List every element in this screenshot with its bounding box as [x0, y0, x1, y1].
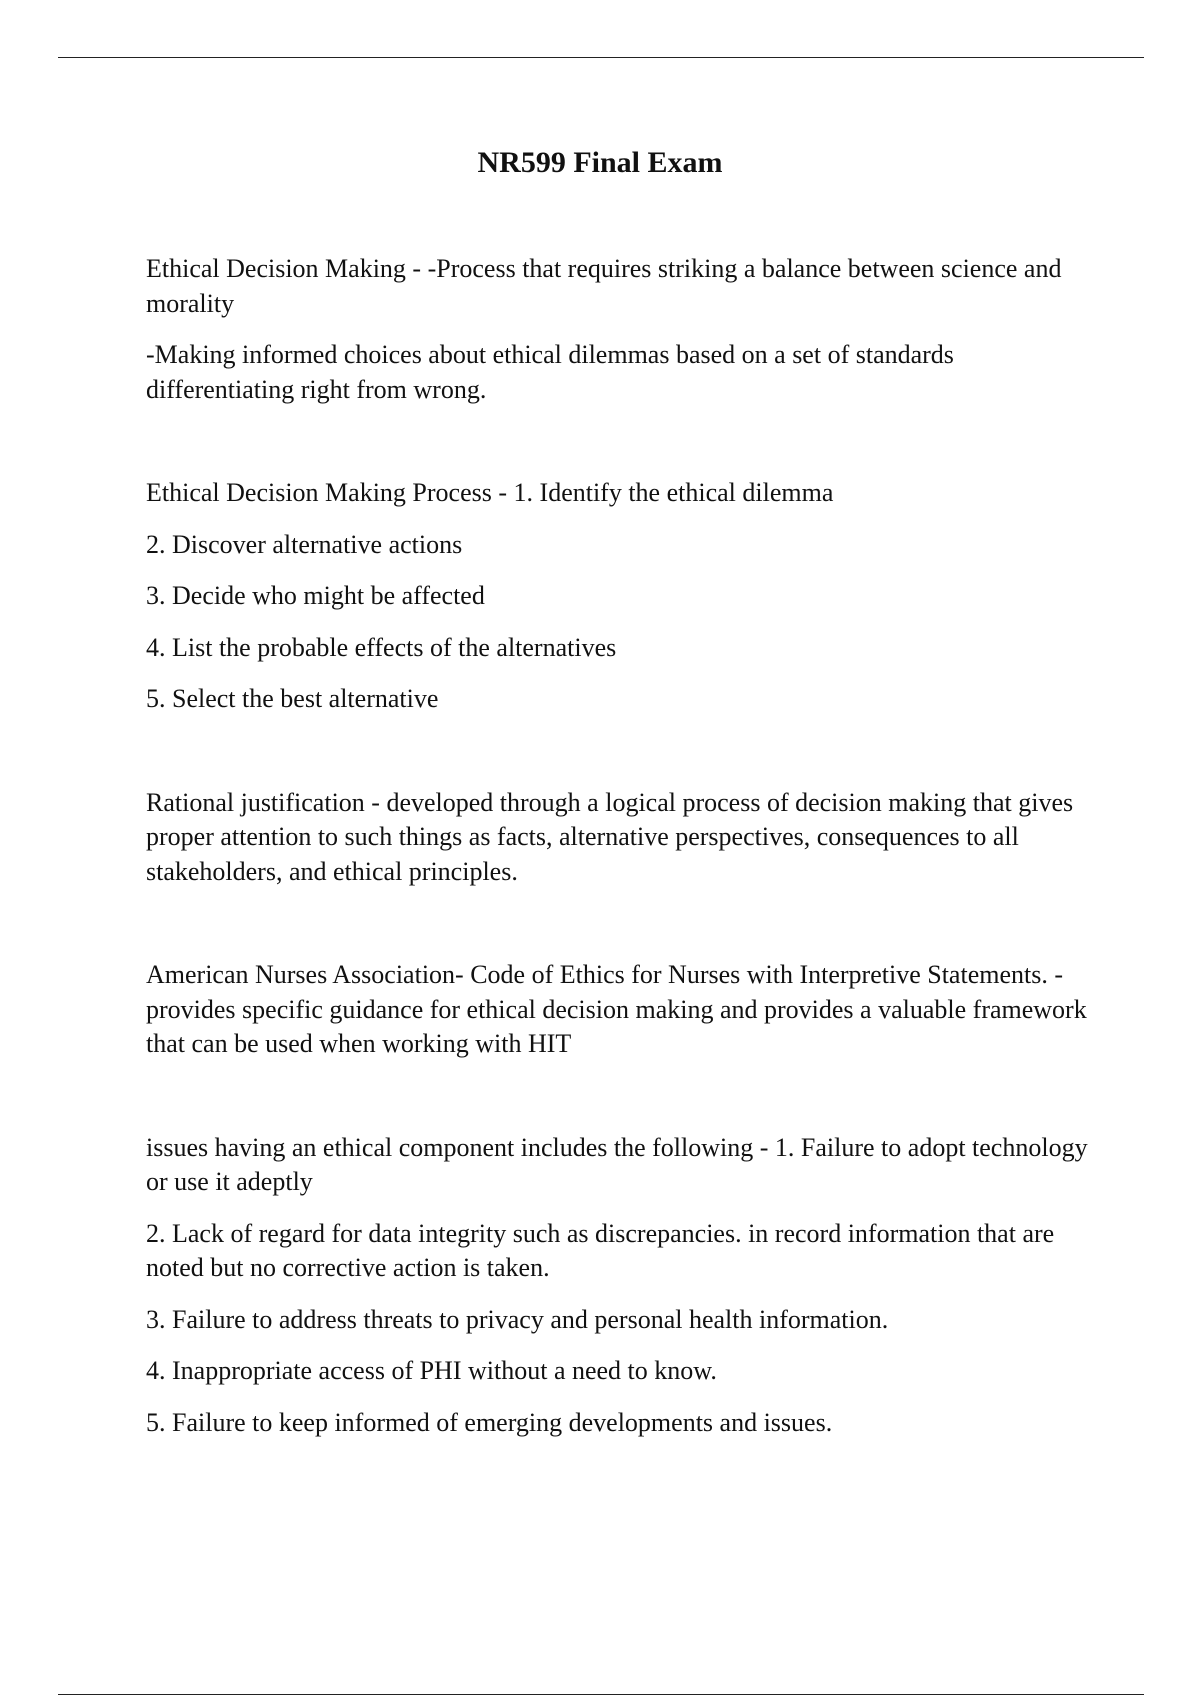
entry-ana-code-of-ethics	[146, 958, 1096, 1062]
paragraph: Ethical Decision Making Process - 1. Identify the ethical dilemma	[146, 478, 834, 507]
paragraph: 5. Select the best alternative	[146, 684, 439, 713]
paragraph: issues having an ethical component includes the following - 1. Failure to adopt technology or use it adeptly	[146, 1132, 1088, 1196]
page-title: NR599 Final Exam	[477, 146, 723, 179]
paragraph: 4. List the probable effects of the alternatives	[146, 632, 617, 662]
paragraph: 2. Lack of regard for data integrity such as discrepancies. in record information that are noted but no corrective action is taken.	[146, 1218, 1055, 1282]
paragraph: 4. Inappropriate access of PHI without a need to know.	[146, 1356, 717, 1385]
top-rule	[58, 57, 1144, 58]
entry-ethical-decision-making	[146, 252, 1096, 407]
entry-ethical-issues	[146, 1131, 1096, 1441]
paragraph: 3. Decide who might be affected	[146, 581, 485, 610]
bottom-rule	[58, 1694, 1144, 1695]
paragraph: 3. Failure to address threats to privacy and personal health information.	[146, 1304, 889, 1334]
paragraph: Ethical Decision Making - -Process that requires striking a balance between science and morality	[146, 254, 1062, 318]
paragraph: 2. Discover alternative actions	[146, 529, 463, 559]
entry-ethical-decision-making-process	[146, 476, 1096, 717]
paragraph: American Nurses Association- Code of Ethics for Nurses with Interpretive Statements. - provides specific guidance for ethical decision making and provides a valuable framework that can be used when working with HIT	[146, 960, 1087, 1058]
document-body	[146, 252, 1096, 1440]
paragraph: 5. Failure to keep informed of emerging developments and issues.	[146, 1407, 833, 1437]
entry-rational-justification	[146, 786, 1096, 890]
paragraph: Rational justification - developed through a logical process of decision making that gives proper attention to such things as facts, alternative perspectives, consequences to all stakeholders, and ethical principles.	[146, 787, 1074, 886]
paragraph: -Making informed choices about ethical dilemmas based on a set of standards differentiating right from wrong.	[146, 340, 954, 404]
